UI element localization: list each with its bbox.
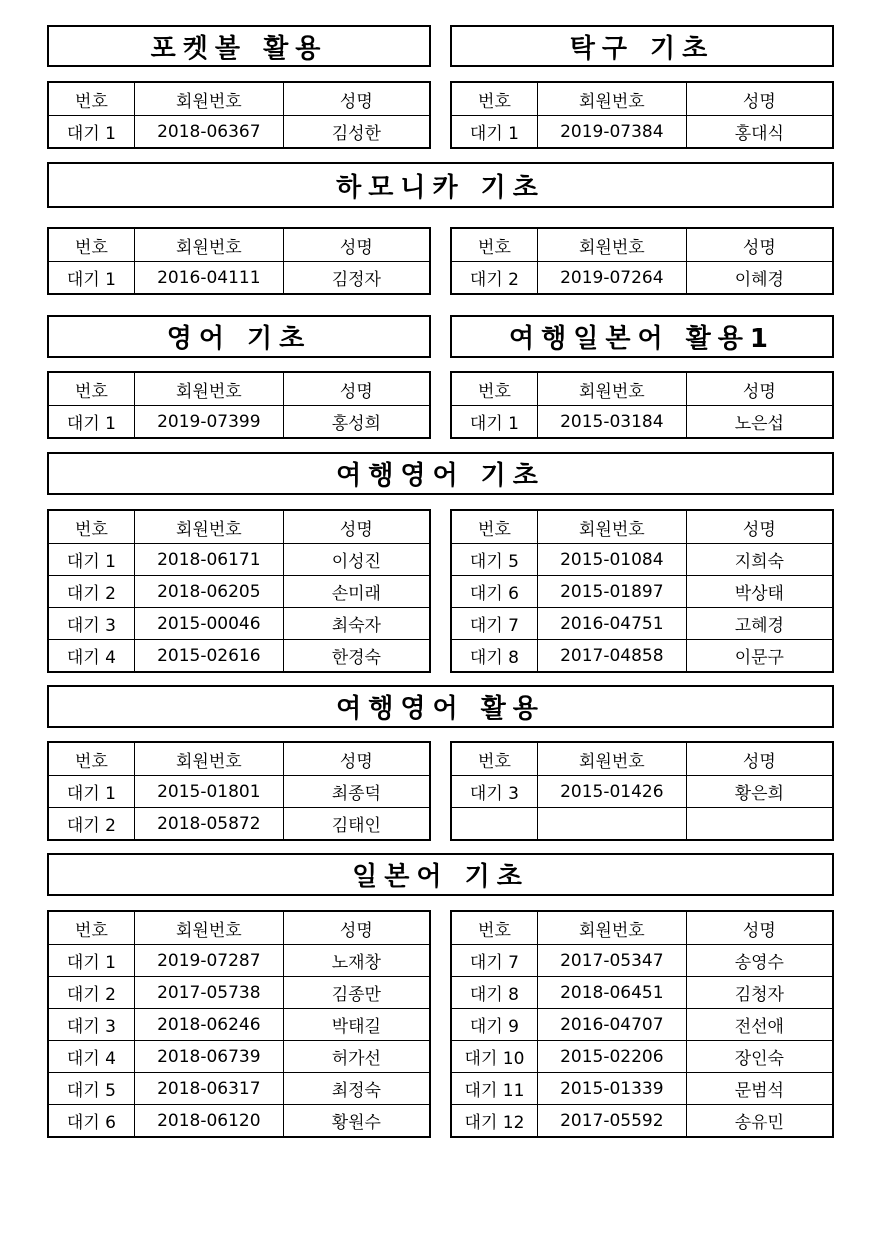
column-header-number: 번호 (48, 228, 134, 262)
name-cell: 김태인 (283, 808, 430, 841)
column-header-name: 성명 (686, 510, 833, 544)
waitlist-table-right (450, 81, 834, 149)
member-id-cell: 2018-06451 (537, 977, 686, 1009)
wait-number-cell: 대기 4 (48, 640, 134, 673)
table-row (451, 808, 833, 841)
member-id-cell: 2019-07384 (537, 116, 686, 149)
table-row (48, 262, 430, 295)
member-id-cell: 2019-07287 (134, 945, 283, 977)
name-cell: 한경숙 (283, 640, 430, 673)
column-header-member-id: 회원번호 (537, 82, 686, 116)
wait-number-cell: 대기 8 (451, 640, 537, 673)
name-cell: 송영수 (686, 945, 833, 977)
header-row (451, 911, 833, 945)
name-cell: 최숙자 (283, 608, 430, 640)
member-id-cell: 2018-06739 (134, 1041, 283, 1073)
member-id-cell: 2018-06246 (134, 1009, 283, 1041)
column-header-name: 성명 (283, 742, 430, 776)
member-id-cell: 2015-02206 (537, 1041, 686, 1073)
column-header-name: 성명 (283, 911, 430, 945)
waitlist-table-left (47, 910, 431, 1138)
waitlist-table-left (47, 371, 431, 439)
member-id-cell (537, 808, 686, 841)
table-row (48, 544, 430, 576)
column-header-number: 번호 (48, 510, 134, 544)
wait-number-cell: 대기 1 (48, 776, 134, 808)
course-title-banner: 일본어 기초 (47, 853, 834, 896)
wait-number-cell: 대기 2 (48, 808, 134, 841)
column-header-member-id: 회원번호 (134, 228, 283, 262)
member-id-cell: 2015-01084 (537, 544, 686, 576)
column-header-name: 성명 (686, 742, 833, 776)
member-id-cell: 2018-06120 (134, 1105, 283, 1138)
name-cell: 허가선 (283, 1041, 430, 1073)
column-header-name: 성명 (283, 510, 430, 544)
table-row (48, 116, 430, 149)
name-cell: 이성진 (283, 544, 430, 576)
wait-number-cell: 대기 1 (48, 406, 134, 439)
table-row (48, 977, 430, 1009)
wait-number-cell: 대기 1 (48, 116, 134, 149)
name-cell: 문범석 (686, 1073, 833, 1105)
header-row (451, 510, 833, 544)
name-cell: 김청자 (686, 977, 833, 1009)
column-header-member-id: 회원번호 (537, 372, 686, 406)
table-row (48, 1041, 430, 1073)
column-header-name: 성명 (686, 228, 833, 262)
table-row (451, 608, 833, 640)
column-header-member-id: 회원번호 (134, 742, 283, 776)
column-header-number: 번호 (48, 911, 134, 945)
member-id-cell: 2016-04751 (537, 608, 686, 640)
course-title-banner-left: 영어 기초 (47, 315, 431, 358)
column-header-number: 번호 (451, 510, 537, 544)
member-id-cell: 2018-06317 (134, 1073, 283, 1105)
table-row (451, 977, 833, 1009)
column-header-number: 번호 (451, 372, 537, 406)
wait-number-cell: 대기 1 (48, 262, 134, 295)
member-id-cell: 2015-00046 (134, 608, 283, 640)
name-cell: 이문구 (686, 640, 833, 673)
table-row (48, 776, 430, 808)
member-id-cell: 2016-04707 (537, 1009, 686, 1041)
column-header-member-id: 회원번호 (134, 82, 283, 116)
member-id-cell: 2017-05592 (537, 1105, 686, 1138)
wait-number-cell: 대기 7 (451, 945, 537, 977)
wait-number-cell: 대기 1 (451, 406, 537, 439)
column-header-number: 번호 (451, 911, 537, 945)
table-row (48, 945, 430, 977)
wait-number-cell: 대기 1 (451, 116, 537, 149)
name-cell: 노은섭 (686, 406, 833, 439)
wait-number-cell: 대기 10 (451, 1041, 537, 1073)
header-row (48, 742, 430, 776)
waitlist-table-right (450, 741, 834, 841)
column-header-number: 번호 (48, 82, 134, 116)
member-id-cell: 2017-04858 (537, 640, 686, 673)
waitlist-table-left (47, 741, 431, 841)
wait-number-cell: 대기 8 (451, 977, 537, 1009)
header-row (48, 82, 430, 116)
column-header-number: 번호 (451, 228, 537, 262)
table-row (451, 776, 833, 808)
column-header-number: 번호 (48, 372, 134, 406)
name-cell (686, 808, 833, 841)
column-header-member-id: 회원번호 (134, 911, 283, 945)
name-cell: 고혜경 (686, 608, 833, 640)
member-id-cell: 2017-05738 (134, 977, 283, 1009)
column-header-name: 성명 (686, 82, 833, 116)
column-header-name: 성명 (686, 372, 833, 406)
wait-number-cell: 대기 9 (451, 1009, 537, 1041)
course-title-banner-right: 탁구 기초 (450, 25, 834, 67)
table-row (48, 406, 430, 439)
course-title-banner-right: 여행일본어 활용1 (450, 315, 834, 358)
name-cell: 최정숙 (283, 1073, 430, 1105)
header-row (48, 911, 430, 945)
table-row (451, 116, 833, 149)
wait-number-cell: 대기 12 (451, 1105, 537, 1138)
wait-number-cell: 대기 2 (48, 977, 134, 1009)
table-row (48, 608, 430, 640)
table-row (48, 808, 430, 841)
header-row (451, 82, 833, 116)
course-title-banner: 여행영어 활용 (47, 685, 834, 728)
table-row (48, 1073, 430, 1105)
member-id-cell: 2017-05347 (537, 945, 686, 977)
table-row (451, 945, 833, 977)
name-cell: 황은희 (686, 776, 833, 808)
column-header-number: 번호 (451, 742, 537, 776)
wait-number-cell: 대기 1 (48, 945, 134, 977)
header-row (48, 372, 430, 406)
header-row (451, 372, 833, 406)
column-header-member-id: 회원번호 (537, 911, 686, 945)
name-cell: 김정자 (283, 262, 430, 295)
name-cell: 최종덕 (283, 776, 430, 808)
wait-number-cell: 대기 11 (451, 1073, 537, 1105)
member-id-cell: 2018-06171 (134, 544, 283, 576)
table-row (451, 406, 833, 439)
member-id-cell: 2015-01897 (537, 576, 686, 608)
column-header-member-id: 회원번호 (537, 742, 686, 776)
table-row (48, 1009, 430, 1041)
name-cell: 전선애 (686, 1009, 833, 1041)
column-header-number: 번호 (451, 82, 537, 116)
member-id-cell: 2019-07264 (537, 262, 686, 295)
table-row (48, 576, 430, 608)
column-header-member-id: 회원번호 (537, 510, 686, 544)
name-cell: 황원수 (283, 1105, 430, 1138)
header-row (48, 510, 430, 544)
member-id-cell: 2015-02616 (134, 640, 283, 673)
waitlist-table-right (450, 509, 834, 673)
table-row (451, 544, 833, 576)
table-row (451, 1041, 833, 1073)
name-cell: 박상태 (686, 576, 833, 608)
name-cell: 이혜경 (686, 262, 833, 295)
table-row (451, 640, 833, 673)
name-cell: 홍대식 (686, 116, 833, 149)
wait-number-cell: 대기 4 (48, 1041, 134, 1073)
wait-number-cell: 대기 3 (48, 1009, 134, 1041)
course-title-banner: 하모니카 기초 (47, 162, 834, 208)
column-header-name: 성명 (283, 228, 430, 262)
wait-number-cell: 대기 7 (451, 608, 537, 640)
name-cell: 김성한 (283, 116, 430, 149)
member-id-cell: 2018-06205 (134, 576, 283, 608)
column-header-name: 성명 (283, 372, 430, 406)
header-row (451, 742, 833, 776)
column-header-number: 번호 (48, 742, 134, 776)
member-id-cell: 2019-07399 (134, 406, 283, 439)
column-header-member-id: 회원번호 (134, 372, 283, 406)
wait-number-cell: 대기 6 (48, 1105, 134, 1138)
member-id-cell: 2015-03184 (537, 406, 686, 439)
name-cell: 김종만 (283, 977, 430, 1009)
name-cell: 지희숙 (686, 544, 833, 576)
member-id-cell: 2016-04111 (134, 262, 283, 295)
waitlist-table-right (450, 910, 834, 1138)
name-cell: 손미래 (283, 576, 430, 608)
course-title-banner: 여행영어 기초 (47, 452, 834, 495)
wait-number-cell: 대기 3 (451, 776, 537, 808)
wait-number-cell (451, 808, 537, 841)
wait-number-cell: 대기 2 (48, 576, 134, 608)
table-row (451, 1105, 833, 1138)
wait-number-cell: 대기 6 (451, 576, 537, 608)
wait-number-cell: 대기 1 (48, 544, 134, 576)
column-header-member-id: 회원번호 (537, 228, 686, 262)
wait-number-cell: 대기 5 (451, 544, 537, 576)
waitlist-table-left (47, 509, 431, 673)
waitlist-table-left (47, 227, 431, 295)
table-row (48, 1105, 430, 1138)
name-cell: 송유민 (686, 1105, 833, 1138)
waitlist-table-left (47, 81, 431, 149)
table-row (451, 1009, 833, 1041)
name-cell: 박태길 (283, 1009, 430, 1041)
wait-number-cell: 대기 5 (48, 1073, 134, 1105)
name-cell: 홍성희 (283, 406, 430, 439)
member-id-cell: 2018-05872 (134, 808, 283, 841)
name-cell: 장인숙 (686, 1041, 833, 1073)
member-id-cell: 2015-01426 (537, 776, 686, 808)
waitlist-table-right (450, 371, 834, 439)
column-header-member-id: 회원번호 (134, 510, 283, 544)
course-title-banner-left: 포켓볼 활용 (47, 25, 431, 67)
table-row (451, 262, 833, 295)
wait-number-cell: 대기 3 (48, 608, 134, 640)
header-row (451, 228, 833, 262)
column-header-name: 성명 (686, 911, 833, 945)
waitlist-table-right (450, 227, 834, 295)
table-row (451, 576, 833, 608)
header-row (48, 228, 430, 262)
member-id-cell: 2015-01339 (537, 1073, 686, 1105)
table-row (48, 640, 430, 673)
wait-number-cell: 대기 2 (451, 262, 537, 295)
table-row (451, 1073, 833, 1105)
member-id-cell: 2015-01801 (134, 776, 283, 808)
column-header-name: 성명 (283, 82, 430, 116)
member-id-cell: 2018-06367 (134, 116, 283, 149)
name-cell: 노재창 (283, 945, 430, 977)
